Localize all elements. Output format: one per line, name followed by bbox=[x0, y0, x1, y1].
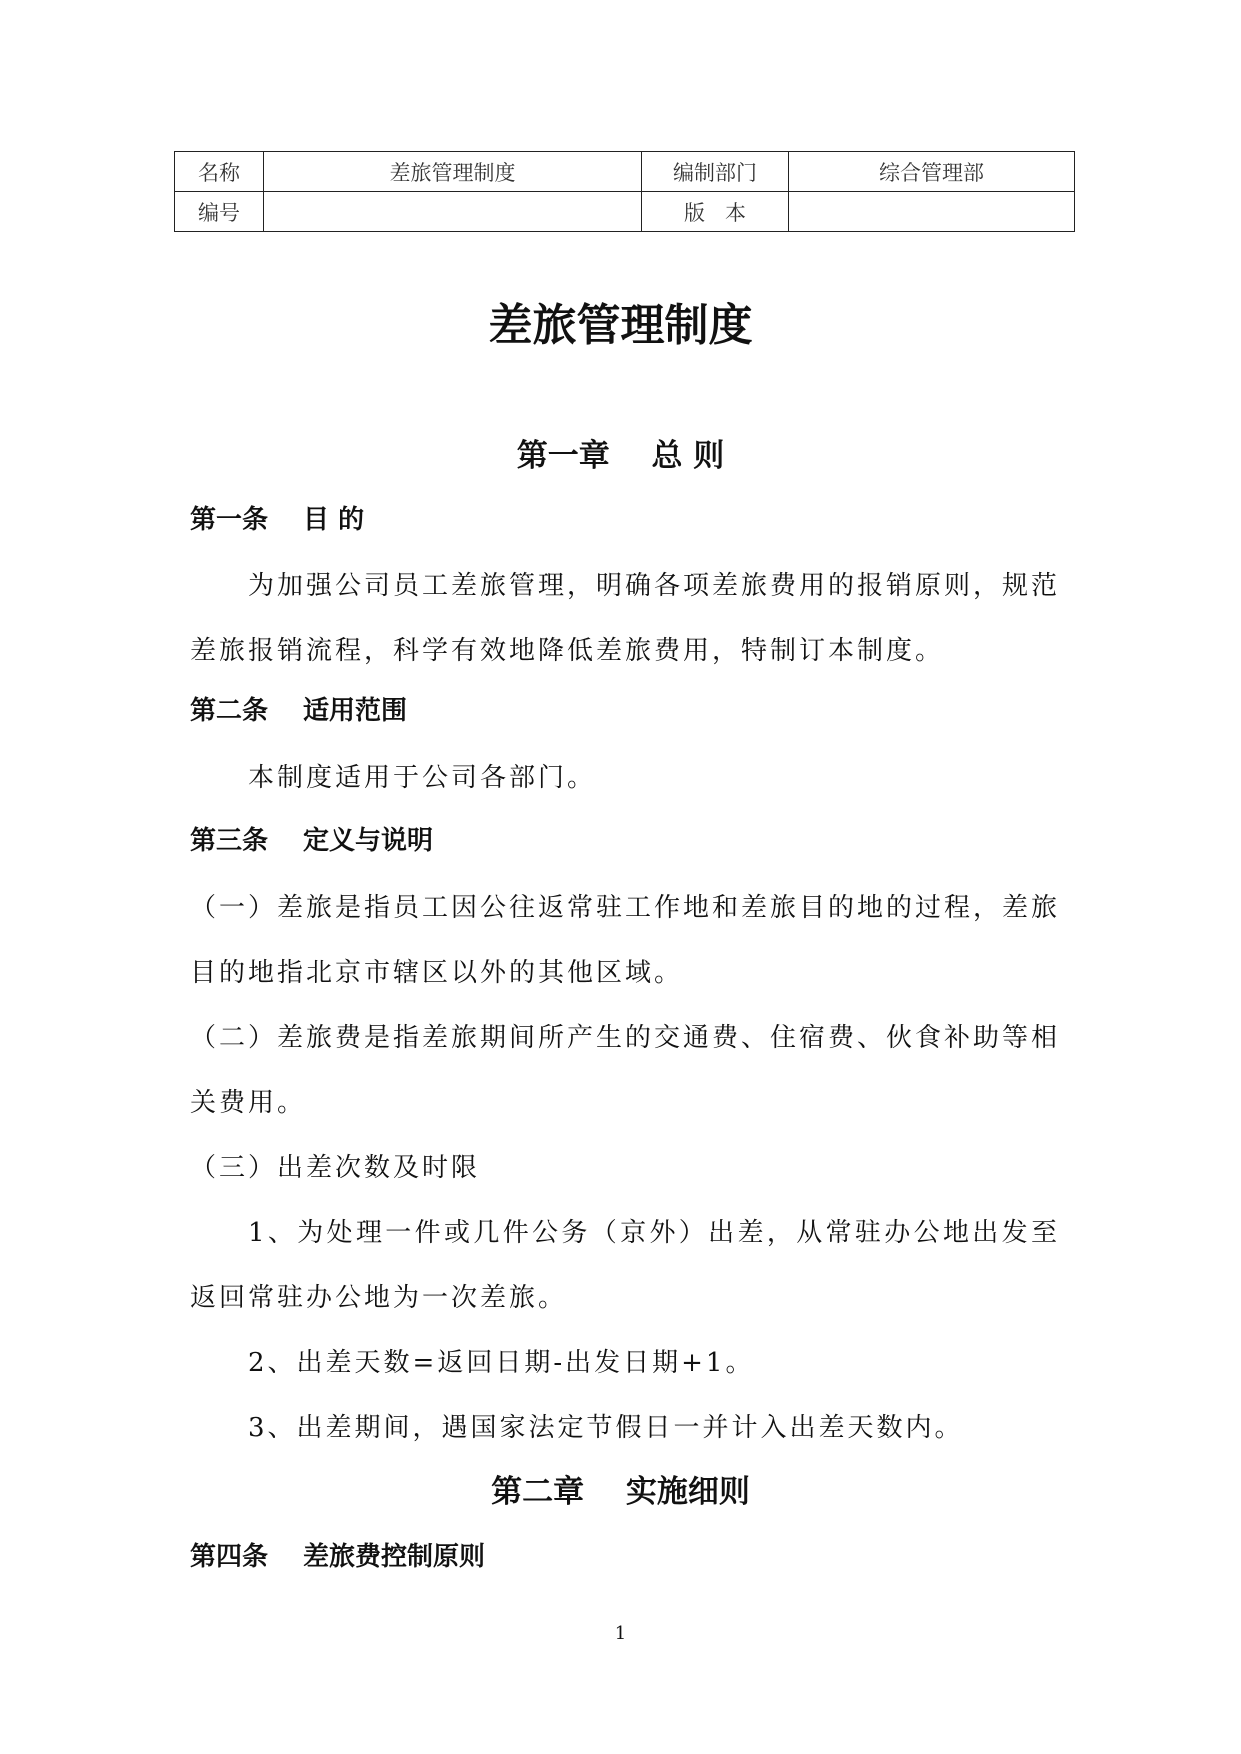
article-3-item-1: （一）差旅是指员工因公往返常驻工作地和差旅目的地的过程，差旅目的地指北京市辖区以外的其他区域。 bbox=[190, 893, 1061, 988]
version-value bbox=[789, 192, 1075, 232]
article-4-heading: 第四条 差旅费控制原则 bbox=[190, 1542, 486, 1572]
name-value: 差旅管理制度 bbox=[264, 152, 642, 192]
number-label: 编号 bbox=[175, 192, 264, 232]
chapter-2-heading: 第二章 实施细则 bbox=[491, 1474, 750, 1510]
article-1-heading: 第一条 目 的 bbox=[190, 505, 365, 535]
article-3-item-3: （三）出差次数及时限 bbox=[190, 1153, 481, 1183]
article-3-item-2: （二）差旅费是指差旅期间所产生的交通费、住宿费、伙食补助等相关费用。 bbox=[190, 1023, 1061, 1118]
article-2-heading: 第二条 适用范围 bbox=[190, 696, 408, 726]
version-label: 版本 bbox=[642, 192, 789, 232]
number-value bbox=[264, 192, 642, 232]
page-number: 1 bbox=[614, 1623, 627, 1644]
article-3-sub-1: 1、为处理一件或几件公务（京外）出差，从常驻办公地出发至返回常驻办公地为一次差旅。 bbox=[190, 1218, 1060, 1313]
article-3-sub-2: 2、出差天数=返回日期-出发日期+1。 bbox=[248, 1348, 755, 1378]
dept-label: 编制部门 bbox=[642, 152, 789, 192]
article-1-text: 为加强公司员工差旅管理，明确各项差旅费用的报销原则，规范差旅报销流程，科学有效地降低差旅费用，特制订本制度。 bbox=[190, 571, 1061, 666]
name-label: 名称 bbox=[175, 152, 264, 192]
article-3-sub-3: 3、出差期间，遇国家法定节假日一并计入出差天数内。 bbox=[248, 1413, 964, 1443]
dept-value: 综合管理部 bbox=[789, 152, 1075, 192]
document-header-table bbox=[174, 151, 1075, 232]
chapter-1-heading: 第一章 总 则 bbox=[516, 438, 725, 474]
article-2-text: 本制度适用于公司各部门。 bbox=[248, 763, 597, 793]
document-title: 差旅管理制度 bbox=[488, 300, 753, 351]
article-3-heading: 第三条 定义与说明 bbox=[190, 826, 434, 856]
